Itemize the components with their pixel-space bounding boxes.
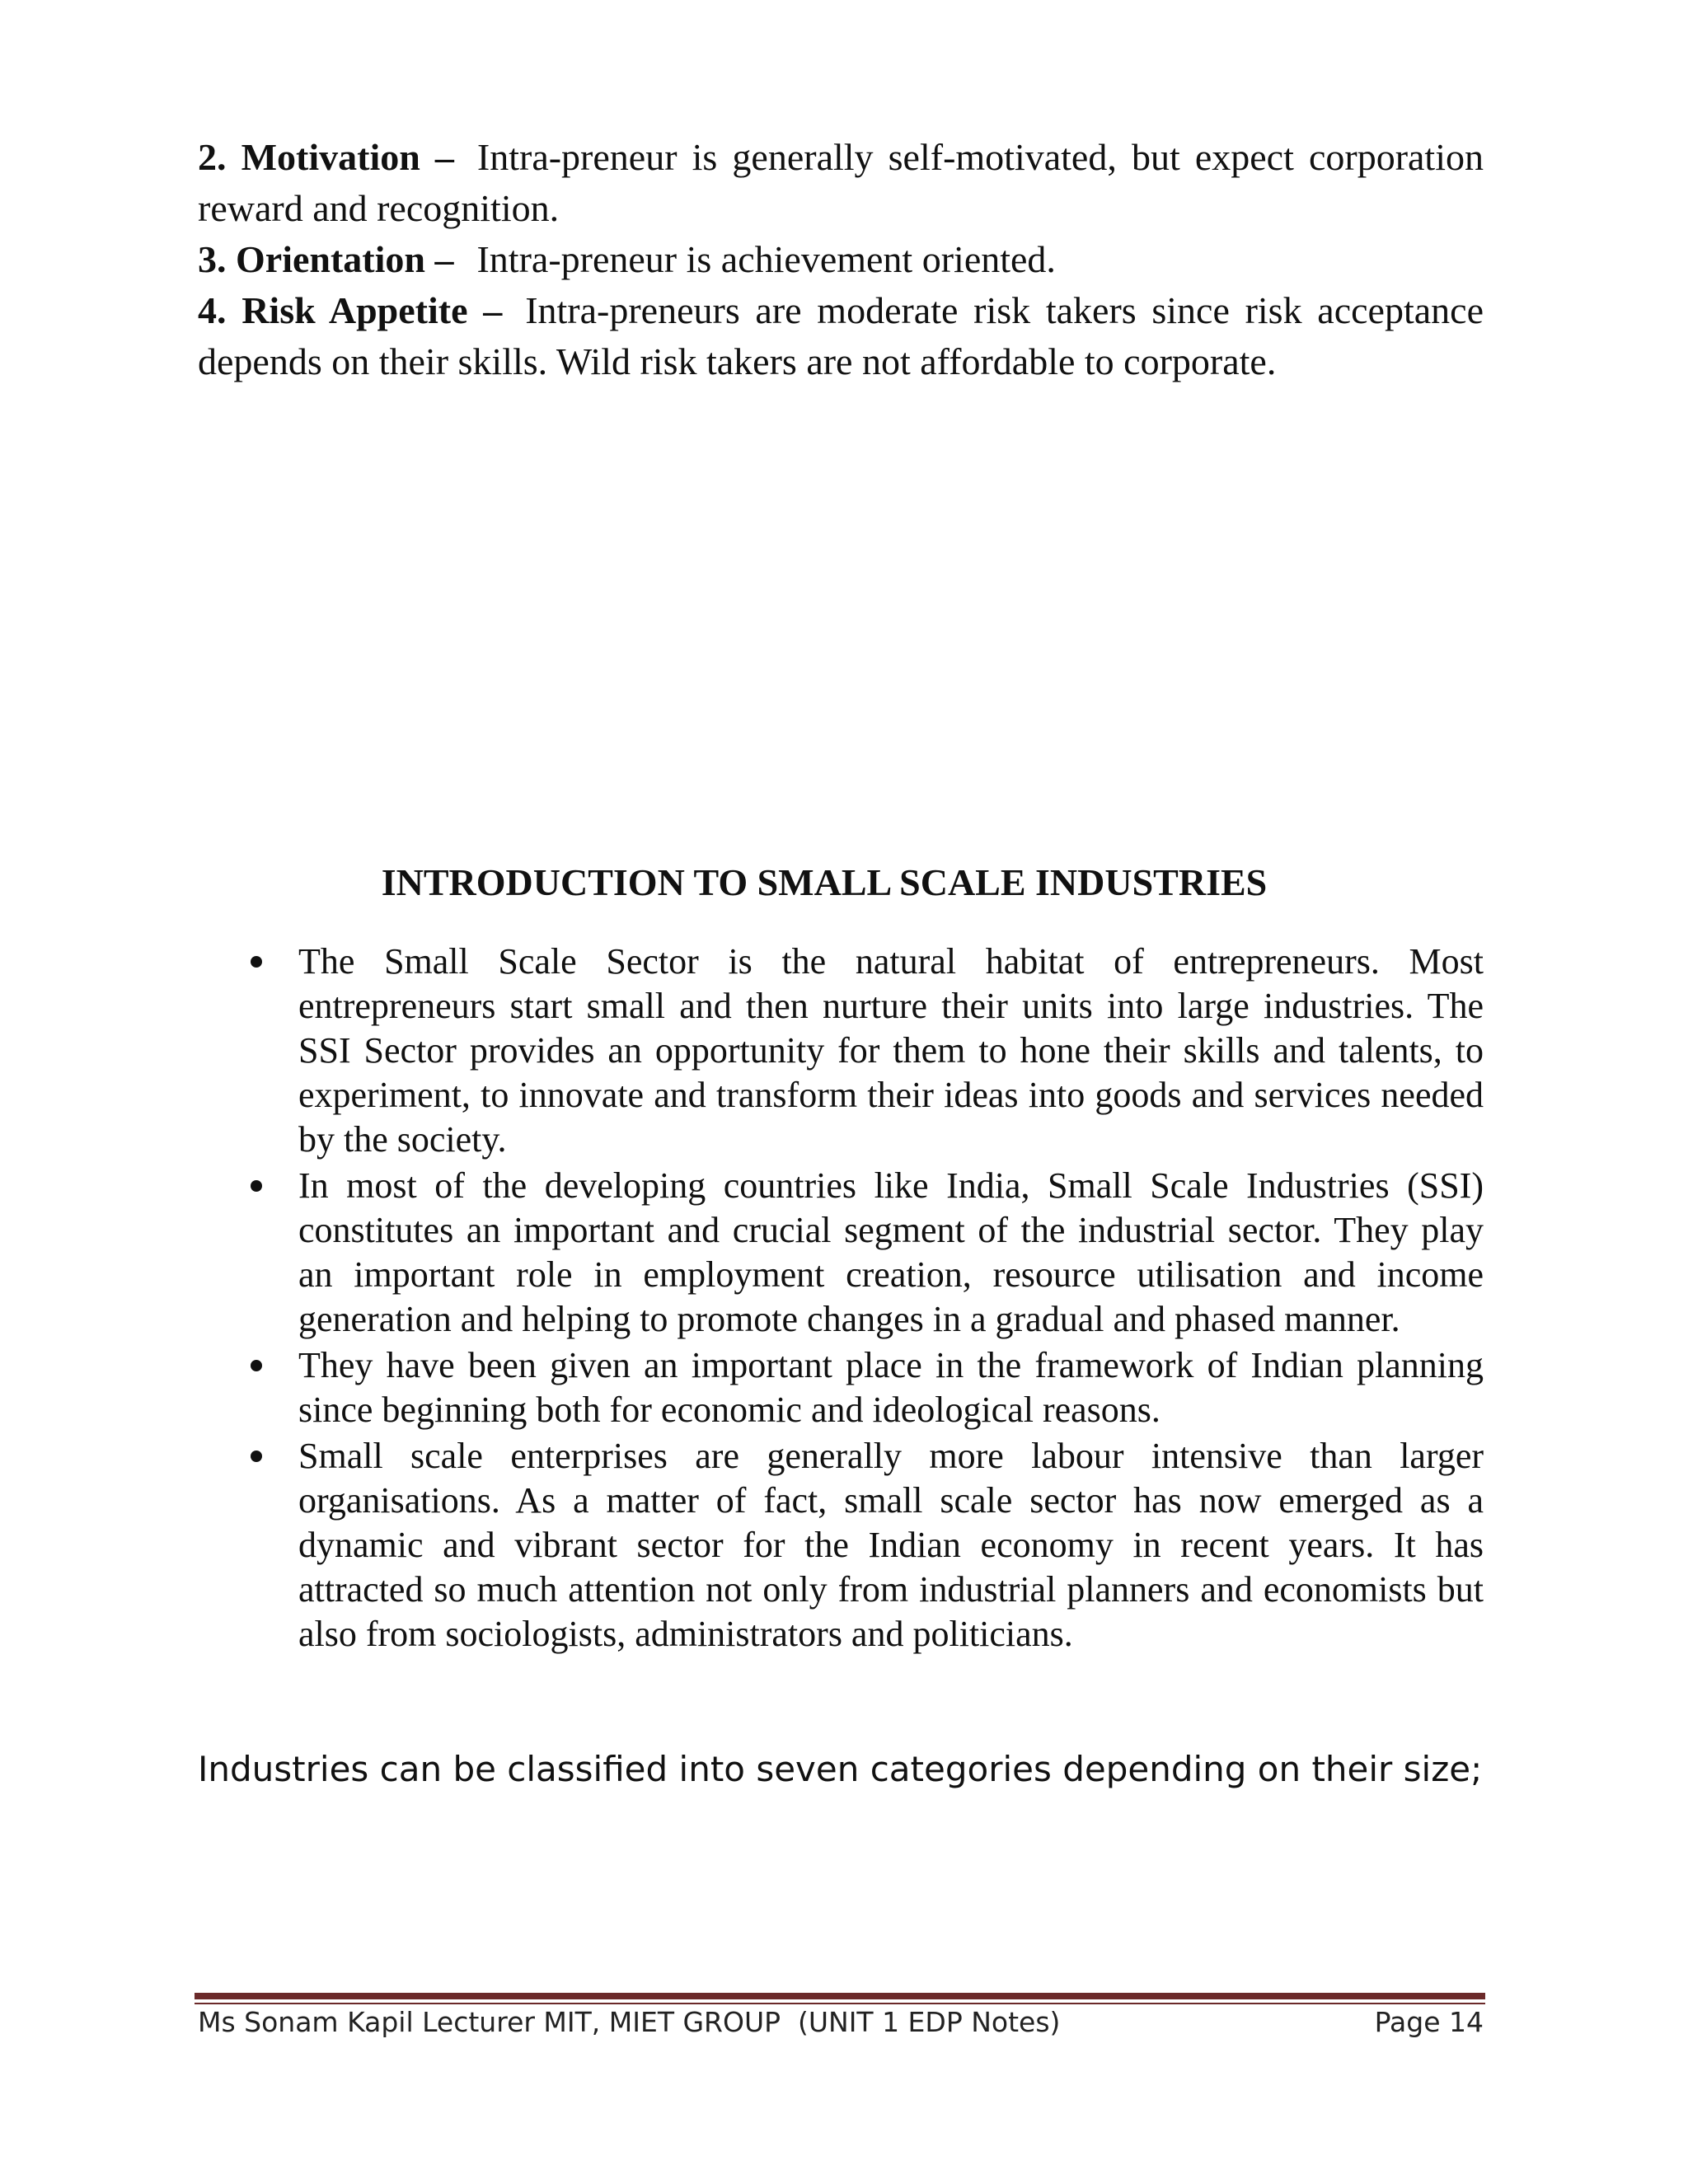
list-item (247, 1343, 1484, 1432)
point-term: 2. Motivation – (198, 136, 454, 178)
classification-intro: Industries can be classified into seven categories depending on their size; (198, 1749, 1483, 1789)
ssi-bullet-list (247, 940, 1484, 1657)
page-number: Page 14 (1374, 2006, 1484, 2038)
bullet-text: The Small Scale Sector is the natural habitat of entrepreneurs. Most entrepreneurs start small and then nurture their units into large industries. The SSI Sector provides an opportunity for them to hone their skills and talents, to experiment, to innovate and transform their ideas into goods and services needed by the society. (298, 941, 1484, 1160)
point-text: Intra-preneur is generally self-motivated, but expect corporation reward and recognition. (198, 136, 1484, 229)
bullet-icon (251, 1180, 262, 1192)
bullet-icon (251, 956, 262, 968)
point-text: Intra-preneur is achievement oriented. (476, 238, 1056, 280)
bullet-text: In most of the developing countries like India, Small Scale Industries (SSI) constitutes an important and crucial segment of the industrial sector. They play an important role in employment creation, resource utilisation and income generation and helping to promote changes in a gradual and phased manner. (298, 1165, 1484, 1339)
point-term: 4. Risk Appetite – (198, 289, 503, 331)
list-item (247, 940, 1484, 1162)
footer-author: Ms Sonam Kapil Lecturer MIT, MIET GROUP (UNIT 1 EDP Notes) (198, 2006, 1061, 2038)
bullet-icon (251, 1451, 262, 1462)
point-term: 3. Orientation – (198, 238, 454, 280)
point-risk-appetite (198, 285, 1484, 387)
section-heading: INTRODUCTION TO SMALL SCALE INDUSTRIES (381, 861, 1268, 903)
point-orientation (198, 234, 1484, 285)
point-text: Intra-preneurs are moderate risk takers since risk acceptance depends on their skills. Wild risk takers are not affordable to corporate. (198, 289, 1484, 382)
bullet-icon (251, 1360, 262, 1371)
list-item (247, 1434, 1484, 1657)
point-motivation (198, 132, 1484, 234)
list-item (247, 1164, 1484, 1342)
bullet-text: They have been given an important place in the framework of Indian planning since beginning both for economic and ideological reasons. (298, 1345, 1484, 1430)
bullet-text: Small scale enterprises are generally more labour intensive than larger organisations. As a matter of fact, small scale sector has now emerged as a dynamic and vibrant sector for the Indian economy in recent years. It has attracted so much attention not only from industrial planners and economists but also from sociologists, administrators and politicians. (298, 1436, 1484, 1654)
